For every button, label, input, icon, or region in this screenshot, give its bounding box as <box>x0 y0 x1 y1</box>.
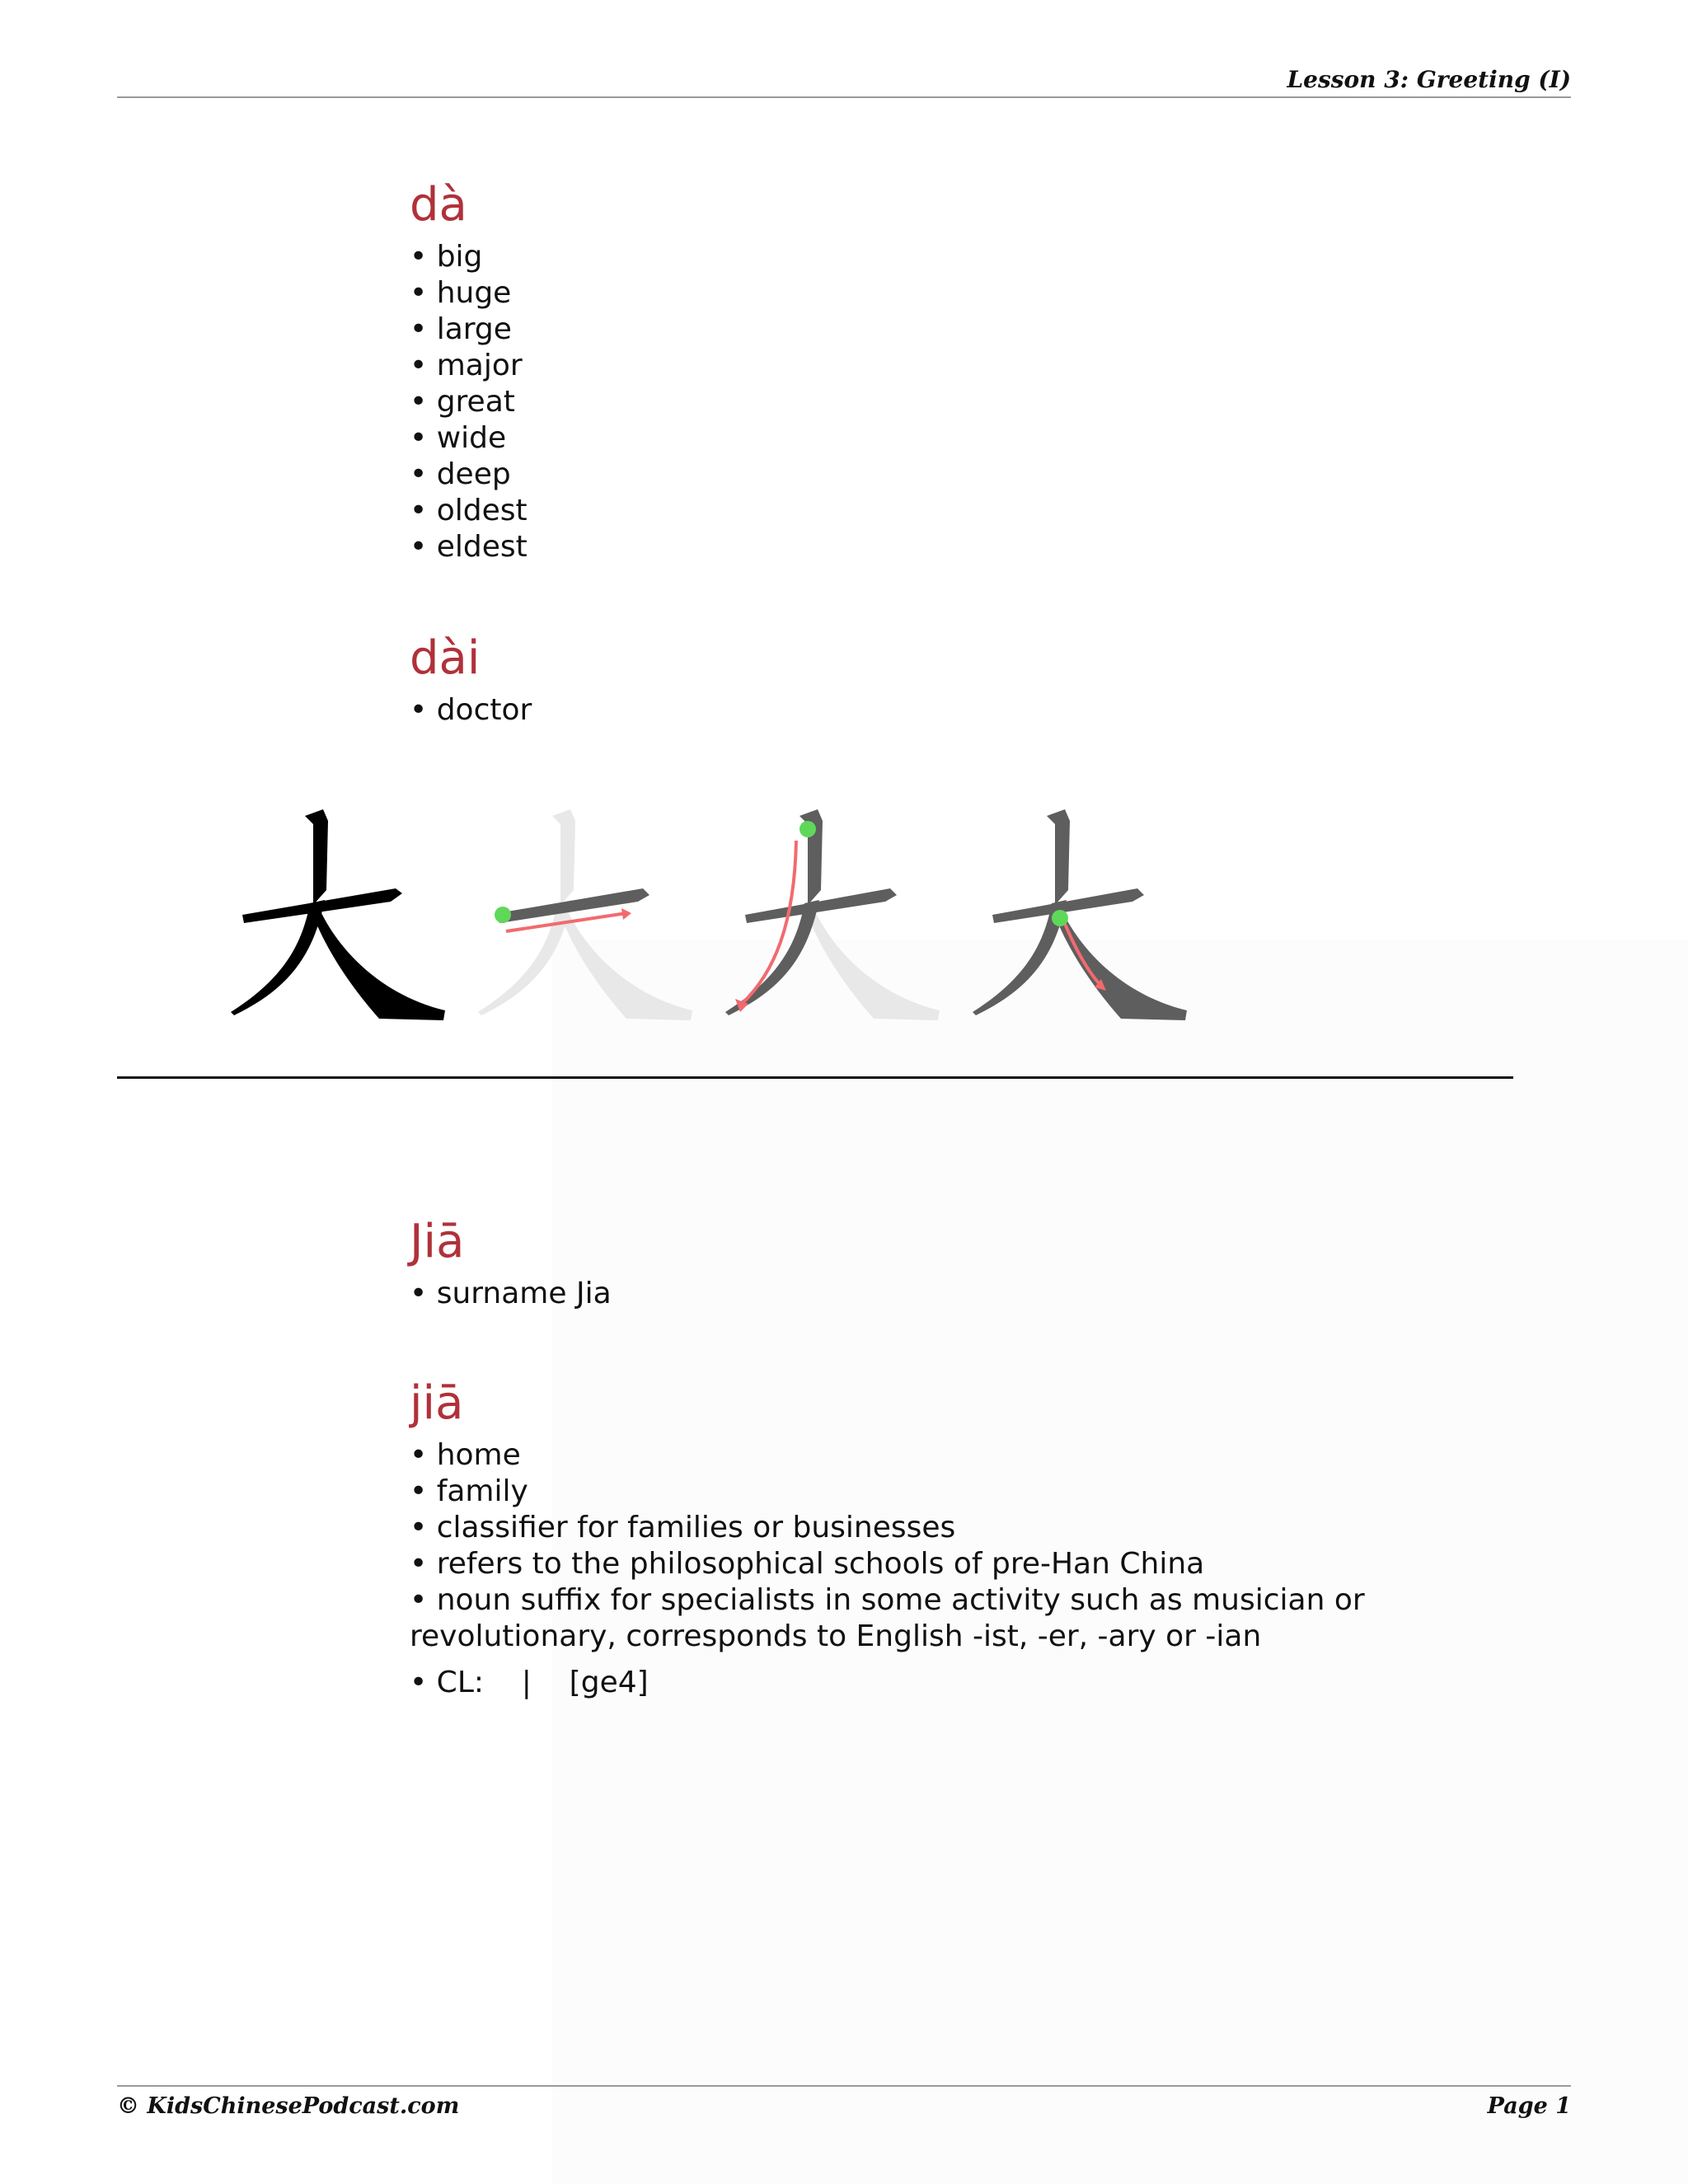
definition-item: • refers to the philosophical schools of pre-Han China <box>410 1546 1580 1582</box>
pinyin-heading: dà <box>410 178 467 232</box>
definition-item: • noun suffix for specialists in some activity such as musician or revolutionary, corresponds to English -ist, -er, -ary or -ian <box>410 1582 1580 1655</box>
definition-item: • large <box>410 312 1580 348</box>
dictionary-entry-jia <box>410 1376 1580 1701</box>
definition-item: • deep <box>410 457 1580 493</box>
definition-item: • eldest <box>410 529 1580 565</box>
definition-list <box>410 692 1580 729</box>
definition-list <box>410 239 1580 565</box>
definition-list <box>410 1437 1580 1655</box>
section-divider <box>117 1076 1513 1079</box>
header-rule <box>117 96 1571 98</box>
definition-item: • surname Jia <box>410 1276 1580 1312</box>
stroke-frame-1 <box>478 809 692 1020</box>
pinyin-heading: dài <box>410 631 481 685</box>
definition-item: • family <box>410 1474 1580 1510</box>
stroke-frame-2 <box>725 809 940 1020</box>
footer-rule <box>117 2085 1571 2087</box>
definition-item: • great <box>410 384 1580 420</box>
dictionary-entry-da <box>410 178 1580 565</box>
definition-item: • major <box>410 348 1580 384</box>
definition-item: • big <box>410 239 1580 275</box>
definition-item: • doctor <box>410 692 1580 729</box>
definition-item: • huge <box>410 275 1580 312</box>
definition-item: • home <box>410 1437 1580 1474</box>
lesson-title: Lesson 3: Greeting (I) <box>1287 66 1571 93</box>
definition-item: • oldest <box>410 493 1580 529</box>
dictionary-entry-dai <box>410 631 1580 729</box>
definition-list <box>410 1276 1580 1312</box>
definition-item: • classifier for families or businesses <box>410 1510 1580 1546</box>
copyright-text: © KidsChinesePodcast.com <box>117 2093 460 2119</box>
definition-item: • wide <box>410 420 1580 457</box>
pinyin-heading: jiā <box>410 1376 464 1430</box>
stroke-frame-complete <box>231 809 445 1020</box>
classifier-line: • CL: | [ge4] <box>410 1666 649 1699</box>
dictionary-entry-jia-surname <box>410 1215 1580 1312</box>
page-number: Page 1 <box>1487 2093 1571 2119</box>
pinyin-heading: Jiā <box>410 1215 465 1268</box>
stroke-frame-3 <box>973 809 1187 1020</box>
stroke-order-diagram <box>223 808 1261 1038</box>
